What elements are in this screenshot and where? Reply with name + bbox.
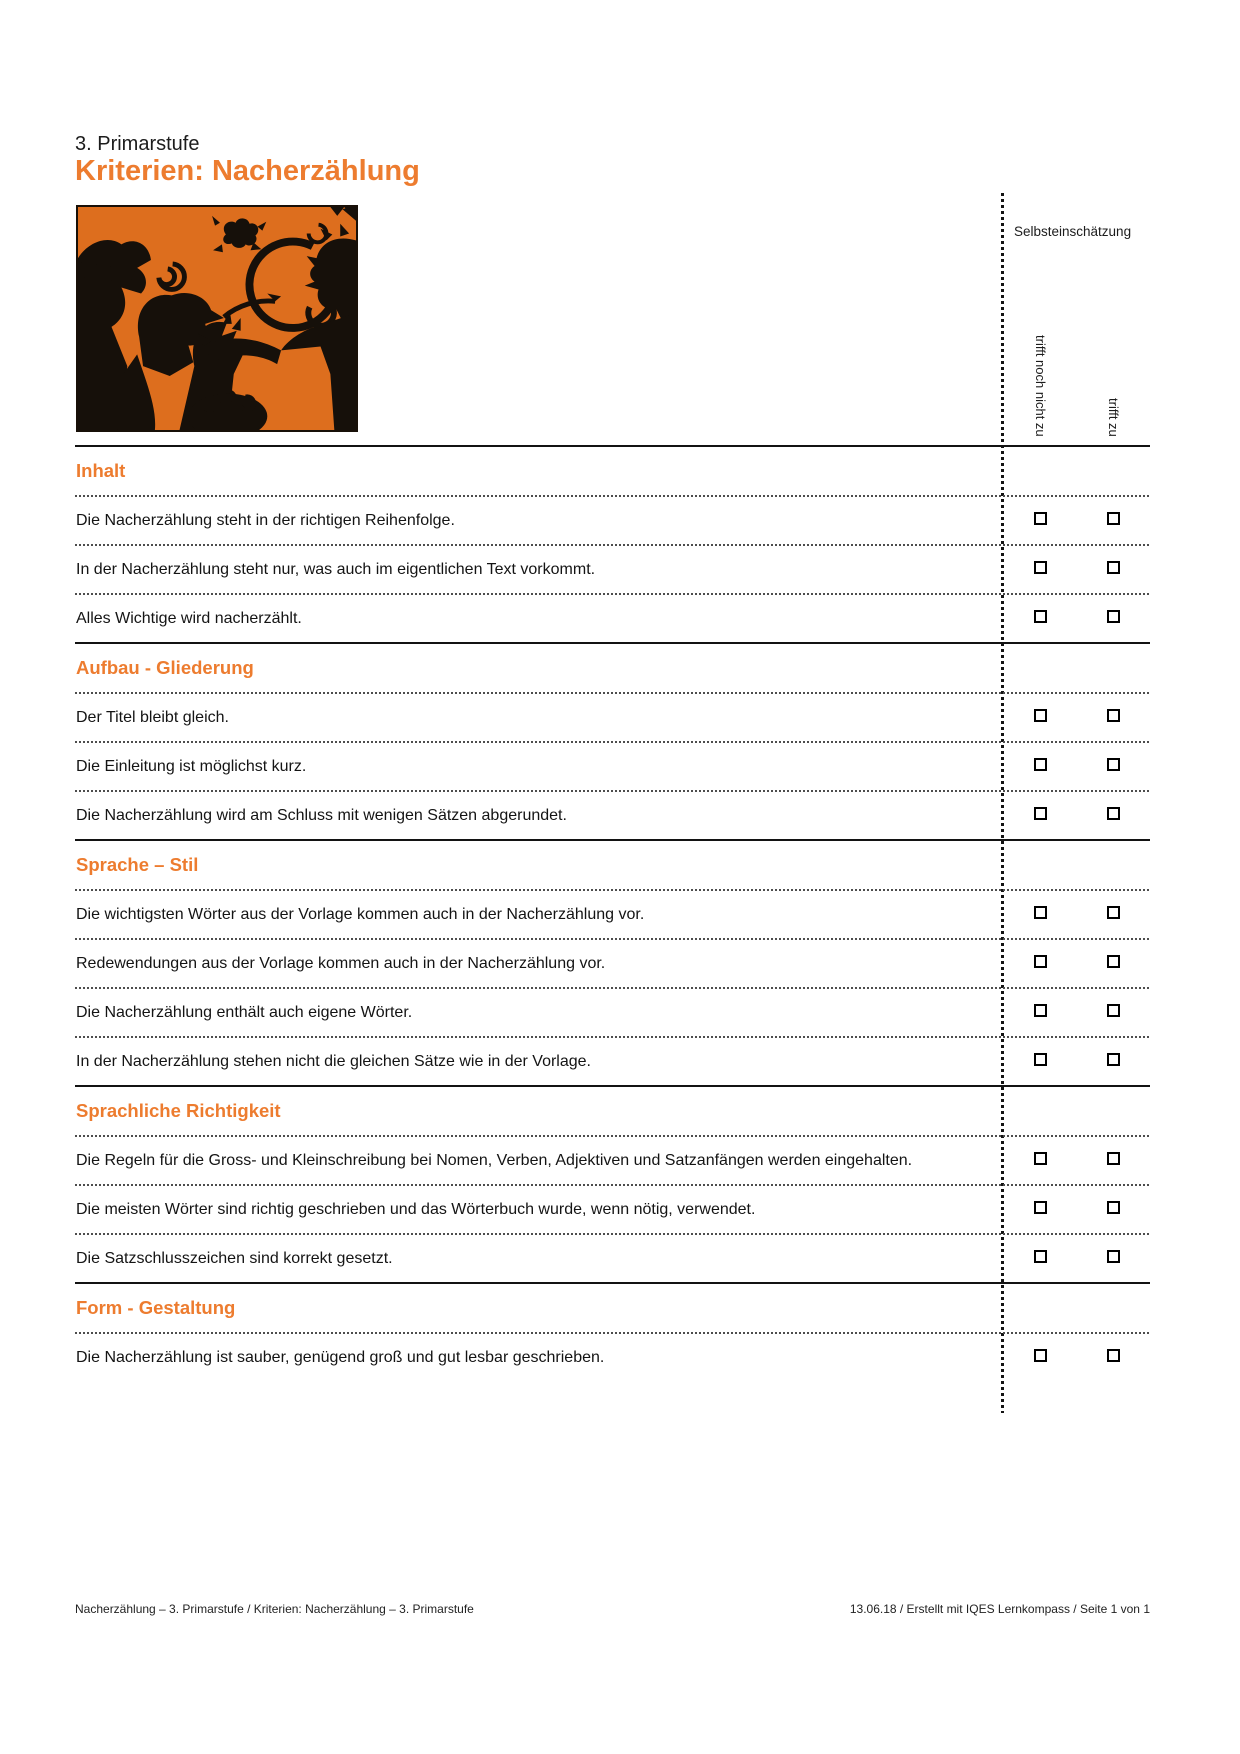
criteria-row [75,1233,1150,1282]
checkbox-cell [1077,1135,1150,1184]
footer-document-title: Nacherzählung – 3. Primarstufe / Kriterien: Nacherzählung – 3. Primarstufe [75,1602,474,1616]
section-header-row [75,1282,1150,1332]
checkbox-cell [1003,1332,1077,1381]
checkbox-cell [1077,1184,1150,1233]
column-label-trifft-noch-nicht-zu: trifft noch nicht zu [1033,335,1048,437]
criteria-row [75,741,1150,790]
section-title: Sprache – Stil [76,854,199,875]
empty-cell [1077,445,1150,495]
checkbox-trifft-zu[interactable] [1107,1152,1120,1165]
criteria-text: In der Nacherzählung steht nur, was auch im eigentlichen Text vorkommt. [76,561,596,578]
checkbox-trifft-noch-nicht-zu[interactable] [1034,1053,1047,1066]
checkbox-trifft-zu[interactable] [1107,955,1120,968]
page-title: Kriterien: Nacherzählung [75,155,420,187]
checkbox-trifft-noch-nicht-zu[interactable] [1034,1152,1047,1165]
checkbox-trifft-zu[interactable] [1107,512,1120,525]
checkbox-trifft-zu[interactable] [1107,807,1120,820]
empty-cell [1003,1282,1077,1332]
checkbox-cell [1003,1184,1077,1233]
checkbox-trifft-noch-nicht-zu[interactable] [1034,1349,1047,1362]
criteria-row [75,544,1150,593]
criteria-text: In der Nacherzählung stehen nicht die gleichen Sätze wie in der Vorlage. [76,1053,591,1070]
checkbox-trifft-noch-nicht-zu[interactable] [1034,610,1047,623]
section-header-row [75,839,1150,889]
section-title: Sprachliche Richtigkeit [76,1100,281,1121]
checkbox-cell [1077,938,1150,987]
criteria-text: Die Nacherzählung wird am Schluss mit wenigen Sätzen abgerundet. [76,807,567,824]
section-header-row [75,642,1150,692]
criteria-text: Die wichtigsten Wörter aus der Vorlage kommen auch in der Nacherzählung vor. [76,906,645,923]
footer-date-page-info: 13.06.18 / Erstellt mit IQES Lernkompass / Seite 1 von 1 [849,1602,1150,1616]
checkbox-cell [1003,741,1077,790]
checkbox-cell [1003,1135,1077,1184]
story-illustration [76,205,358,432]
criteria-row [75,987,1150,1036]
page-footer [75,1602,1150,1616]
empty-cell [1077,1282,1150,1332]
checkbox-cell [1003,938,1077,987]
checkbox-cell [1077,741,1150,790]
criteria-text: Der Titel bleibt gleich. [76,709,229,726]
checkbox-trifft-zu[interactable] [1107,1201,1120,1214]
empty-cell [1003,642,1077,692]
checkbox-cell [1003,692,1077,741]
checkbox-cell [1003,790,1077,839]
section-header-row [75,1085,1150,1135]
checkbox-cell [1003,987,1077,1036]
checkbox-cell [1077,790,1150,839]
checkbox-trifft-noch-nicht-zu[interactable] [1034,1201,1047,1214]
checkbox-trifft-zu[interactable] [1107,561,1120,574]
empty-cell [1077,642,1150,692]
criteria-text: Redewendungen aus der Vorlage kommen auch in der Nacherzählung vor. [76,955,606,972]
checkbox-cell [1003,593,1077,642]
checkbox-cell [1077,544,1150,593]
checkbox-cell [1077,593,1150,642]
checkbox-cell [1077,1233,1150,1282]
section-title: Form - Gestaltung [76,1297,236,1318]
section-header-row [75,445,1150,495]
checkbox-trifft-noch-nicht-zu[interactable] [1034,955,1047,968]
checkbox-cell [1003,1233,1077,1282]
criteria-row [75,1135,1150,1184]
criteria-text: Alles Wichtige wird nacherzählt. [76,610,302,627]
checkbox-trifft-zu[interactable] [1107,1004,1120,1017]
checkbox-cell [1077,495,1150,544]
checkbox-cell [1077,692,1150,741]
checkbox-trifft-noch-nicht-zu[interactable] [1034,709,1047,722]
checkbox-cell [1077,1036,1150,1085]
criteria-row [75,790,1150,839]
checkbox-cell [1077,1332,1150,1381]
checkbox-trifft-zu[interactable] [1107,758,1120,771]
checkbox-trifft-zu[interactable] [1107,709,1120,722]
criteria-row [75,1036,1150,1085]
criteria-text: Die Satzschlusszeichen sind korrekt gesetzt. [76,1250,393,1267]
criteria-text: Die Nacherzählung steht in der richtigen Reihenfolge. [76,512,455,529]
self-assessment-header: Selbsteinschätzung [1014,224,1132,239]
checkbox-cell [1077,987,1150,1036]
criteria-row [75,495,1150,544]
criteria-row [75,692,1150,741]
checkbox-cell [1003,544,1077,593]
criteria-row [75,889,1150,938]
checkbox-trifft-noch-nicht-zu[interactable] [1034,807,1047,820]
empty-cell [1003,839,1077,889]
empty-cell [1003,445,1077,495]
checkbox-trifft-noch-nicht-zu[interactable] [1034,561,1047,574]
checkbox-trifft-zu[interactable] [1107,1053,1120,1066]
checkbox-trifft-noch-nicht-zu[interactable] [1034,906,1047,919]
criteria-row [75,593,1150,642]
checkbox-cell [1077,889,1150,938]
criteria-row [75,1184,1150,1233]
section-title: Aufbau - Gliederung [76,657,254,678]
criteria-text: Die Nacherzählung ist sauber, genügend groß und gut lesbar geschrieben. [76,1349,605,1366]
section-title: Inhalt [76,460,126,481]
criteria-text: Die Einleitung ist möglichst kurz. [76,758,307,775]
criteria-text: Die Nacherzählung enthält auch eigene Wörter. [76,1004,413,1021]
checkbox-trifft-noch-nicht-zu[interactable] [1034,512,1047,525]
criteria-table [75,445,1150,1381]
checkbox-trifft-zu[interactable] [1107,1349,1120,1362]
checkbox-cell [1003,495,1077,544]
silhouette-graphic [78,207,356,430]
empty-cell [1077,839,1150,889]
column-label-trifft-zu: trifft zu [1106,398,1121,437]
criteria-row [75,1332,1150,1381]
empty-cell [1003,1085,1077,1135]
empty-cell [1077,1085,1150,1135]
checkbox-trifft-zu[interactable] [1107,906,1120,919]
criteria-row [75,938,1150,987]
criteria-text: Die Regeln für die Gross- und Kleinschreibung bei Nomen, Verben, Adjektiven und Satzanfängen werden eingehalten. [76,1152,913,1169]
checkbox-trifft-noch-nicht-zu[interactable] [1034,1004,1047,1017]
checkbox-cell [1003,889,1077,938]
criteria-text: Die meisten Wörter sind richtig geschrieben und das Wörterbuch wurde, wenn nötig, verwendet. [76,1201,756,1218]
checkbox-cell [1003,1036,1077,1085]
grade-level-label: 3. Primarstufe [75,133,200,155]
checkbox-trifft-zu[interactable] [1107,1250,1120,1263]
checkbox-trifft-zu[interactable] [1107,610,1120,623]
checkbox-trifft-noch-nicht-zu[interactable] [1034,758,1047,771]
checkbox-trifft-noch-nicht-zu[interactable] [1034,1250,1047,1263]
